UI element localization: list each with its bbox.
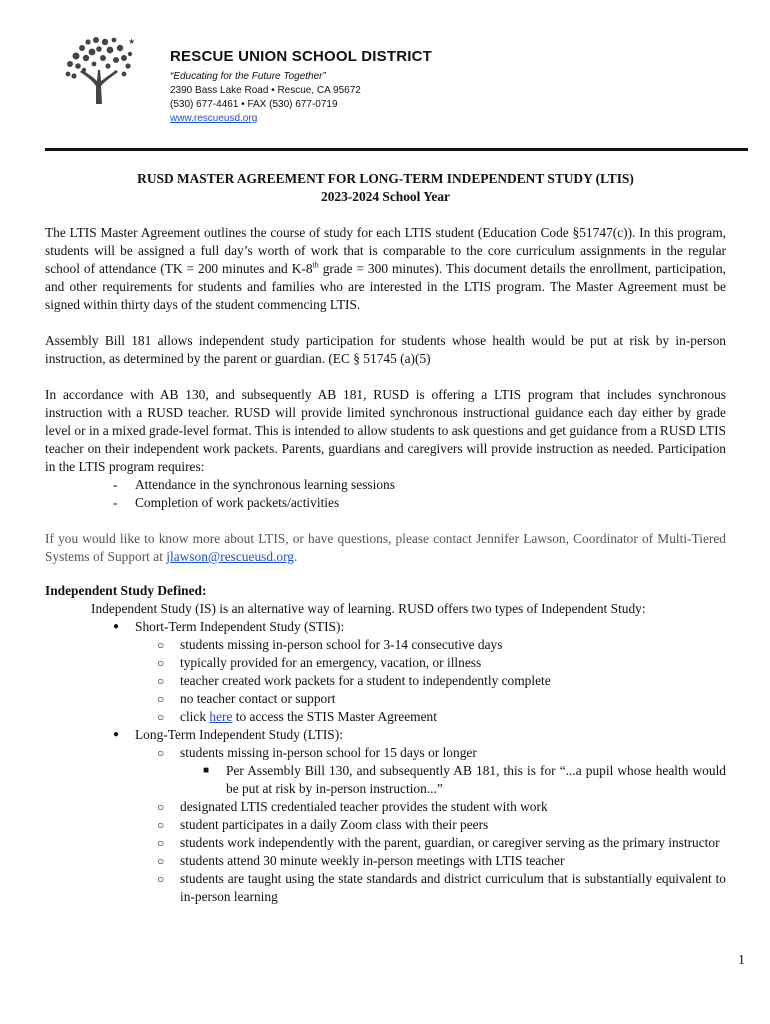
svg-text:★: ★ [128, 37, 136, 46]
click-text: click [180, 709, 210, 724]
header-divider [45, 148, 748, 151]
stis-label: ● Short-Term Independent Study (STIS): [45, 618, 726, 636]
list-item: - Attendance in the synchronous learning sessions [45, 476, 726, 494]
ab181-paragraph: Assembly Bill 181 allows independent study participation for students whose health would be put at risk by in-person instruction, as determined by the parent or guardian. (EC § 51745 (a)(5) [45, 333, 726, 366]
tree-logo-icon [58, 34, 140, 106]
district-motto: “Educating for the Future Together” [170, 71, 326, 82]
letterhead [50, 34, 750, 134]
list-item: ○ designated LTIS credentialed teacher provides the student with work [45, 798, 726, 816]
list-item: ○ no teacher contact or support [45, 690, 726, 708]
district-address: 2390 Bass Lake Road • Rescue, CA 95672 [170, 85, 361, 96]
list-item [45, 708, 726, 726]
contact-text: If you would like to know more about LTIS, or have questions, please contact Jennifer Lawson, Coordinator of Multi-Tiered Systems of Support at [45, 531, 726, 564]
contact-end: . [294, 549, 298, 564]
list-item: ○ students work independently with the parent, guardian, or caregiver serving as the primary instructor [45, 834, 726, 852]
intro-paragraph [45, 224, 726, 314]
ltis-label: ● Long-Term Independent Study (LTIS): [45, 726, 726, 744]
list-item: ○ students attend 30 minute weekly in-person meetings with LTIS teacher [45, 852, 726, 870]
section-intro: Independent Study (IS) is an alternative way of learning. RUSD offers two types of Independent Study: [91, 601, 646, 616]
document-title: RUSD MASTER AGREEMENT FOR LONG-TERM INDEPENDENT STUDY (LTIS) [137, 171, 634, 186]
intro-superscript: th [312, 260, 319, 270]
list-item: ○ students are taught using the state standards and district curriculum that is substantially equivalent to in-person learning [45, 870, 726, 906]
ab130-paragraph: In accordance with AB 130, and subsequently AB 181, RUSD is offering a LTIS program that includes synchronous instruction with a RUSD teacher. RUSD will provide limited synchronous instructional guidance each day either by grade level or in a mixed grade-level format. This is intended to allow students to ask questions and get guidance from a RUSD LTIS teacher on their independent work packets. Parents, guardians and caregivers will provide instruction as needed. Participation in the LTIS program requires: [45, 387, 726, 474]
click-text-end: to access the STIS Master Agreement [232, 709, 437, 724]
list-item: ○ students missing in-person school for 15 days or longer [45, 744, 726, 762]
district-phone-fax: (530) 677-4461 • FAX (530) 677-0719 [170, 99, 338, 110]
email-link[interactable]: jlawson@rescueusd.org [166, 549, 295, 564]
letterhead-text [170, 48, 432, 124]
list-item: ○ teacher created work packets for a student to independently complete [45, 672, 726, 690]
district-name: RESCUE UNION SCHOOL DISTRICT [170, 48, 433, 65]
district-website-link[interactable]: www.rescueusd.org [170, 113, 258, 124]
list-item: - Completion of work packets/activities [45, 494, 726, 512]
contact-paragraph [45, 530, 726, 566]
list-item: ○ students missing in-person school for 3-14 consecutive days [45, 636, 726, 654]
page-number: 1 [738, 953, 745, 968]
school-year: 2023-2024 School Year [321, 189, 450, 204]
sub-list-item: ■ Per Assembly Bill 130, and subsequently AB 181, this is for “...a pupil whose health would be put at risk by in-person instruction...” [45, 762, 726, 798]
requirements-list [45, 476, 726, 512]
section-heading: Independent Study Defined: [45, 583, 207, 598]
list-item: ○ typically provided for an emergency, vacation, or illness [45, 654, 726, 672]
intro-text-1: The LTIS Master Agreement outlines the course of study for each LTIS student (Education Code §51747(c)). In this program, students will be assigned a full day’s worth of work that is comparable to the core curriculum assignments in the regular school of attendance (TK = 200 minutes and K-8 [45, 225, 726, 276]
intro-text-2: grade = 300 minutes). This document details the enrollment, participation, and other requirements for students and families who are interested in the LTIS program. The Master Agreement must be signed within thirty days of the student commencing LTIS. [45, 261, 726, 312]
stis-agreement-link[interactable]: here [209, 709, 233, 724]
list-item: ○ student participates in a daily Zoom class with their peers [45, 816, 726, 834]
document-body [45, 170, 726, 906]
